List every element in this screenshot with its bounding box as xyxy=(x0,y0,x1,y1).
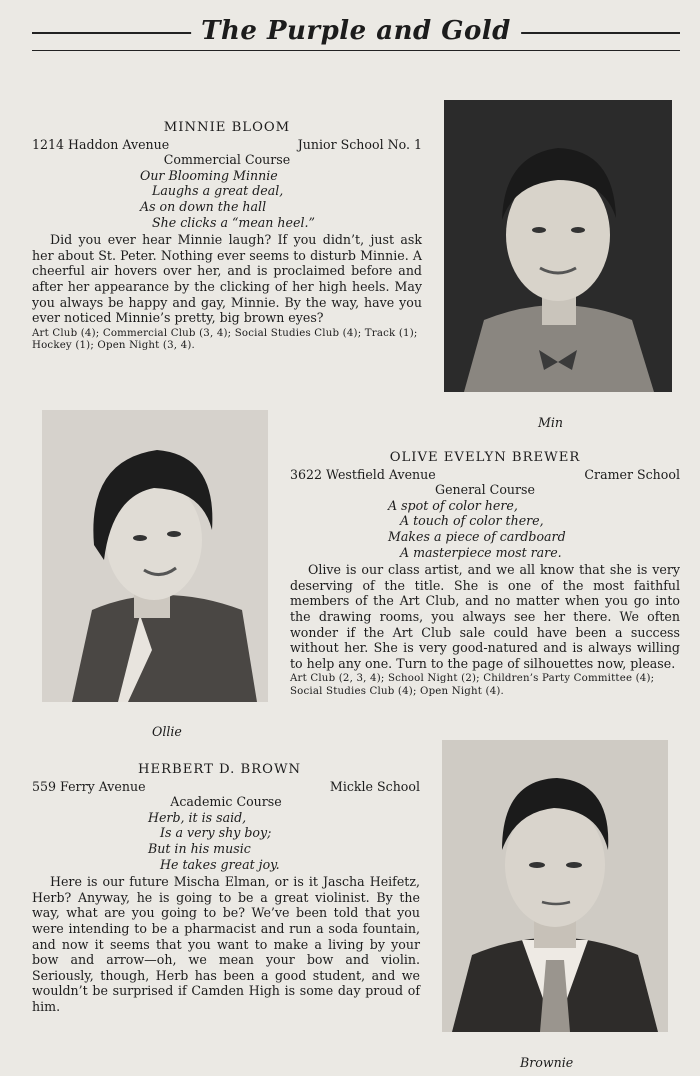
portrait-herbert-icon xyxy=(442,740,668,1032)
address-row xyxy=(290,467,680,483)
student-name: MINNIE BLOOM xyxy=(163,120,291,135)
poem-line: As on down the hall xyxy=(140,198,267,214)
poem xyxy=(290,498,680,560)
page-title: The Purple and Gold xyxy=(191,12,521,50)
student-school: Junior School No. 1 xyxy=(297,136,422,152)
portrait-olive-icon xyxy=(42,410,268,702)
poem-line: Our Blooming Minnie xyxy=(140,167,278,183)
student-nickname: Min xyxy=(538,415,564,430)
portrait-minnie-icon xyxy=(444,100,672,392)
entry-herbert-d-brown xyxy=(32,762,420,1015)
poem-line: Herb, it is said, xyxy=(148,809,247,825)
student-course: Commercial Course xyxy=(163,152,291,168)
student-school: Mickle School xyxy=(329,778,420,794)
student-activities: Art Club (4); Commercial Club (3, 4); Social Studies Club (4); Track (1); Hockey (1); Open Night (3, 4). xyxy=(32,327,418,352)
poem-line: He takes great joy. xyxy=(160,856,280,872)
address-row xyxy=(32,779,420,795)
student-name: HERBERT D. BROWN xyxy=(138,762,302,777)
page-header xyxy=(32,12,680,56)
entry-minnie-bloom xyxy=(32,120,422,353)
poem xyxy=(32,168,422,230)
student-address: 1214 Haddon Avenue xyxy=(32,136,170,152)
student-bio: Here is our future Mischa Elman, or is it Jascha Heifetz, Herb? Anyway, he is going to be a great violinist. By the way, what are you going to be? We’ve been told that you were intending to be a pharmacist and run a soda fountain, and now it seems that you want to make a living by your bow and arrow—oh, we mean your bow and violin. Seriously, though, Herb has been a good student, and we wouldn’t be surprised if Camden High is some day proud of him. xyxy=(32,874,420,1014)
poem-line: Laughs a great deal, xyxy=(152,183,284,199)
portrait-minnie-photo xyxy=(444,100,672,392)
student-school: Cramer School xyxy=(584,466,680,482)
poem-line: She clicks a “mean heel.” xyxy=(152,214,315,230)
entry-olive-evelyn-brewer xyxy=(290,450,680,698)
student-course: Academic Course xyxy=(170,794,282,810)
poem-line: Is a very shy boy; xyxy=(160,825,272,841)
student-bio: Did you ever hear Minnie laugh? If you didn’t, just ask her about St. Peter. Nothing ever seems to disturb Minnie. A cheerful air hovers over her, and is proclaimed before and after her appearance by the clicking of her high heels. May you always be happy and gay, Minnie. By the way, have you ever noticed Minnie’s pretty, big brown eyes? xyxy=(32,232,422,326)
student-activities: Art Club (2, 3, 4); School Night (2); Children’s Party Committee (4); Social Studies Club (4); Open Night (4). xyxy=(290,673,655,697)
portrait-olive-photo xyxy=(42,410,268,702)
poem xyxy=(32,810,420,872)
student-nickname: Ollie xyxy=(152,724,182,739)
address-row xyxy=(32,137,422,153)
poem-line: A spot of color here, xyxy=(388,497,518,513)
poem-line: But in his music xyxy=(148,840,251,856)
student-course: General Course xyxy=(435,482,535,498)
header-rule-bottom xyxy=(32,50,680,51)
student-address: 3622 Westfield Avenue xyxy=(290,466,436,482)
poem-line: A masterpiece most rare. xyxy=(400,544,562,560)
student-bio: Olive is our class artist, and we all know that she is very deserving of the title. She is one of the most faithful members of the Art Club, and no matter when you go into the drawing rooms, you always see her there. We often wonder if the Art Club sale could have been a success without her. She is very good-natured and is always willing to help any one. Turn to the page of silhouettes now, please. xyxy=(290,562,680,671)
portrait-herbert-photo xyxy=(442,740,668,1032)
poem-line: A touch of color there, xyxy=(400,513,544,529)
student-nickname: Brownie xyxy=(520,1055,574,1070)
student-address: 559 Ferry Avenue xyxy=(32,778,146,794)
student-name: OLIVE EVELYN BREWER xyxy=(389,450,581,465)
poem-line: Makes a piece of cardboard xyxy=(388,528,566,544)
